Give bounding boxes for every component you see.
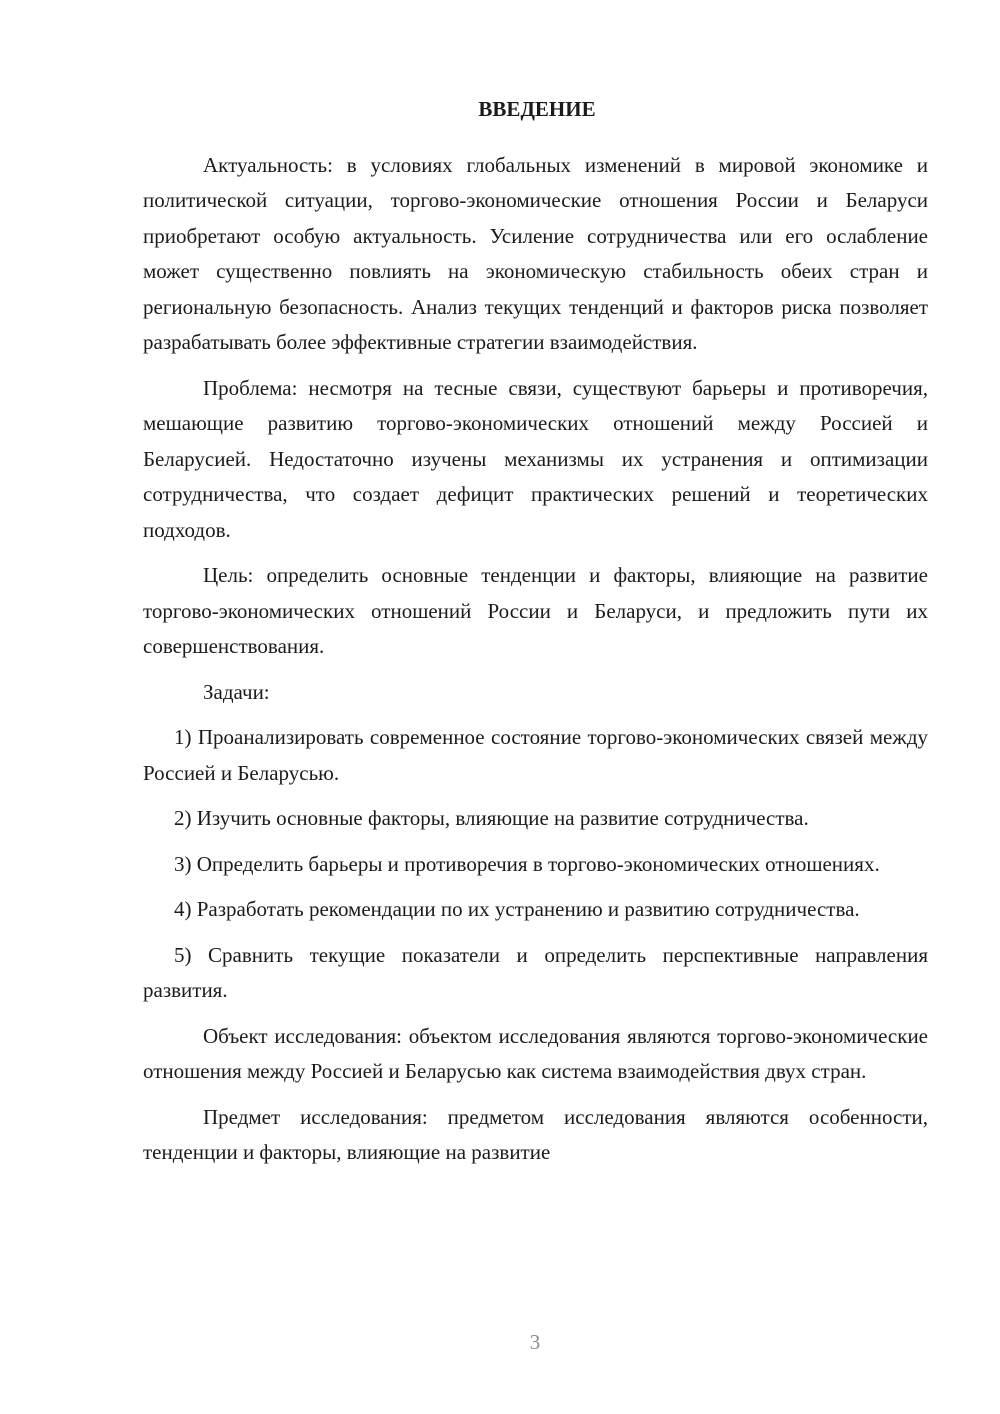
document-page [143, 92, 928, 1171]
task-item-5: 5) Сравнить текущие показатели и определить перспективные направления развития. [143, 942, 928, 1002]
object-paragraph: Объект исследования: объектом исследования являются торгово-экономические отношения между Россией и Беларусью как система взаимодействия двух стран. [143, 1023, 928, 1083]
subject-paragraph: Предмет исследования: предметом исследования являются особенности, тенденции и факторы, влияющие на развитие [143, 1104, 928, 1164]
tasks-heading: Задачи: [203, 679, 270, 704]
task-item-1: 1) Проанализировать современное состояние торгово-экономических связей между Россией и Беларусью. [143, 725, 928, 785]
task-item-3: 3) Определить барьеры и противоречия в торгово-экономических отношениях. [174, 851, 880, 876]
task-item-2: 2) Изучить основные факторы, влияющие на развитие сотрудничества. [174, 806, 809, 830]
section-title: ВВЕДЕНИЕ [478, 97, 596, 121]
goal-paragraph: Цель: определить основные тенденции и факторы, влияющие на развитие торгово-экономических отношений России и Беларуси, и предложить пути их совершенствования. [143, 563, 928, 658]
page-number: 3 [529, 1330, 541, 1354]
task-item-4: 4) Разработать рекомендации по их устранению и развитию сотрудничества. [174, 897, 860, 921]
problem-paragraph: Проблема: несмотря на тесные связи, существуют барьеры и противоречия, мешающие развитию торгово-экономических отношений между Россией и Беларусией. Недостаточно изучены механизмы их устранения и оптимизации сотрудничества, что создает дефицит практических решений и теоретических подходов. [143, 375, 928, 542]
relevance-paragraph: Актуальность: в условиях глобальных изменений в мировой экономике и политической ситуации, торгово-экономические отношения России и Беларуси приобретают особую актуальность. Усиление сотрудничества или его ослабление может существенно повлиять на экономическую стабильность обеих стран и региональную безопасность. Анализ текущих тенденций и факторов риска позволяет разрабатывать более эффективные стратегии взаимодействия. [143, 152, 928, 354]
